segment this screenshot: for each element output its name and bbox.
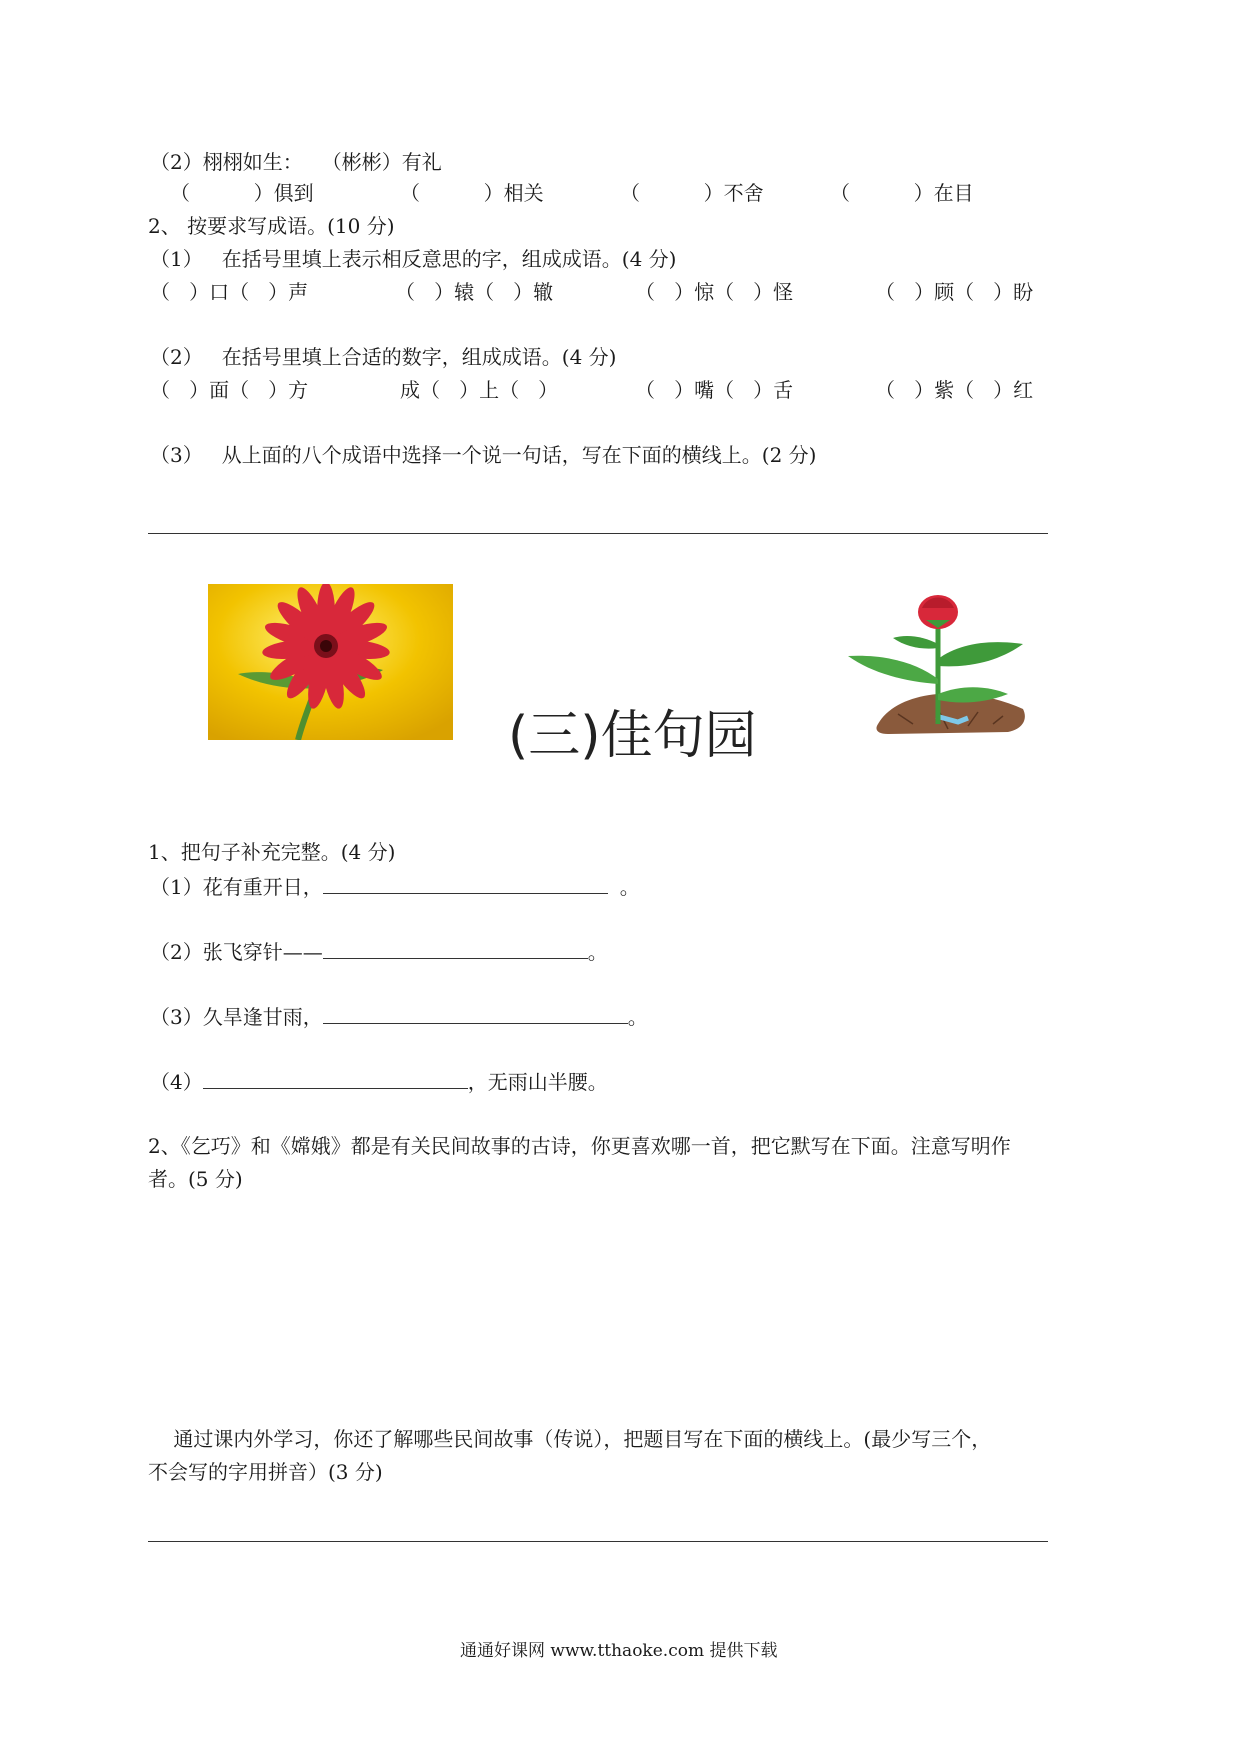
part3-question-3-cont: 不会写的字用拼音）(3 分) xyxy=(148,1460,383,1484)
sub-question-1: （1） 在括号里填上表示相反意思的字，组成成语。(4 分) xyxy=(150,247,677,271)
rose-plant-illustration xyxy=(818,584,1043,744)
sub2-item-4: （ ）紫（ ）红 xyxy=(875,378,1034,402)
sub1-item-3: （ ）惊（ ）怪 xyxy=(635,280,794,304)
part3-question-2: 2、《乞巧》和《嫦娥》都是有关民间故事的古诗，你更喜欢哪一首，把它默写在下面。注意写明作 xyxy=(148,1134,1011,1158)
sentence-4: （4） ，无雨山半腰。 xyxy=(150,1070,608,1094)
q2-blank-4: （ ）在目 xyxy=(830,181,974,205)
q2-blank-2: （ ）相关 xyxy=(400,181,544,205)
sentence-1: （1）花有重开日， 。 xyxy=(150,875,640,899)
answer-line xyxy=(148,533,1048,534)
sub1-item-4: （ ）顾（ ）盼 xyxy=(875,280,1034,304)
section-title: (三)佳句园 xyxy=(508,706,757,766)
sub-question-3: （3） 从上面的八个成语中选择一个说一句话，写在下面的横线上。(2 分) xyxy=(150,443,817,467)
part3-question-2-cont: 者。(5 分) xyxy=(148,1167,243,1191)
part3-question-1: 1、把句子补充完整。(4 分) xyxy=(148,840,396,864)
part3-question-3: 通过课内外学习，你还了解哪些民间故事（传说），把题目写在下面的横线上。(最少写三个， xyxy=(148,1427,992,1451)
answer-line-bottom xyxy=(148,1541,1048,1542)
sub1-item-2: （ ）辕（ ）辙 xyxy=(395,280,554,304)
q2-label: （2）栩栩如生： （彬彬）有礼 xyxy=(150,150,442,174)
sub-question-2: （2） 在括号里填上合适的数字，组成成语。(4 分) xyxy=(150,345,617,369)
sub2-item-1: （ ）面（ ）方 xyxy=(150,378,309,402)
sub2-item-2: 成（ ）上（ ） xyxy=(400,378,559,402)
question-2-heading: 2、 按要求写成语。(10 分) xyxy=(148,214,395,238)
sub1-item-1: （ ）口（ ）声 xyxy=(150,280,309,304)
footer-credit: 通通好课网 www.tthaoke.com 提供下载 xyxy=(460,1641,778,1661)
sentence-2: （2）张飞穿针—— 。 xyxy=(150,940,608,964)
sub2-item-3: （ ）嘴（ ）舌 xyxy=(635,378,794,402)
q2-blank-3: （ ）不舍 xyxy=(620,181,764,205)
q2-blank-1: （ ）俱到 xyxy=(170,181,314,205)
sentence-3: （3）久旱逢甘雨， 。 xyxy=(150,1005,648,1029)
red-daisy-photo xyxy=(208,584,453,740)
